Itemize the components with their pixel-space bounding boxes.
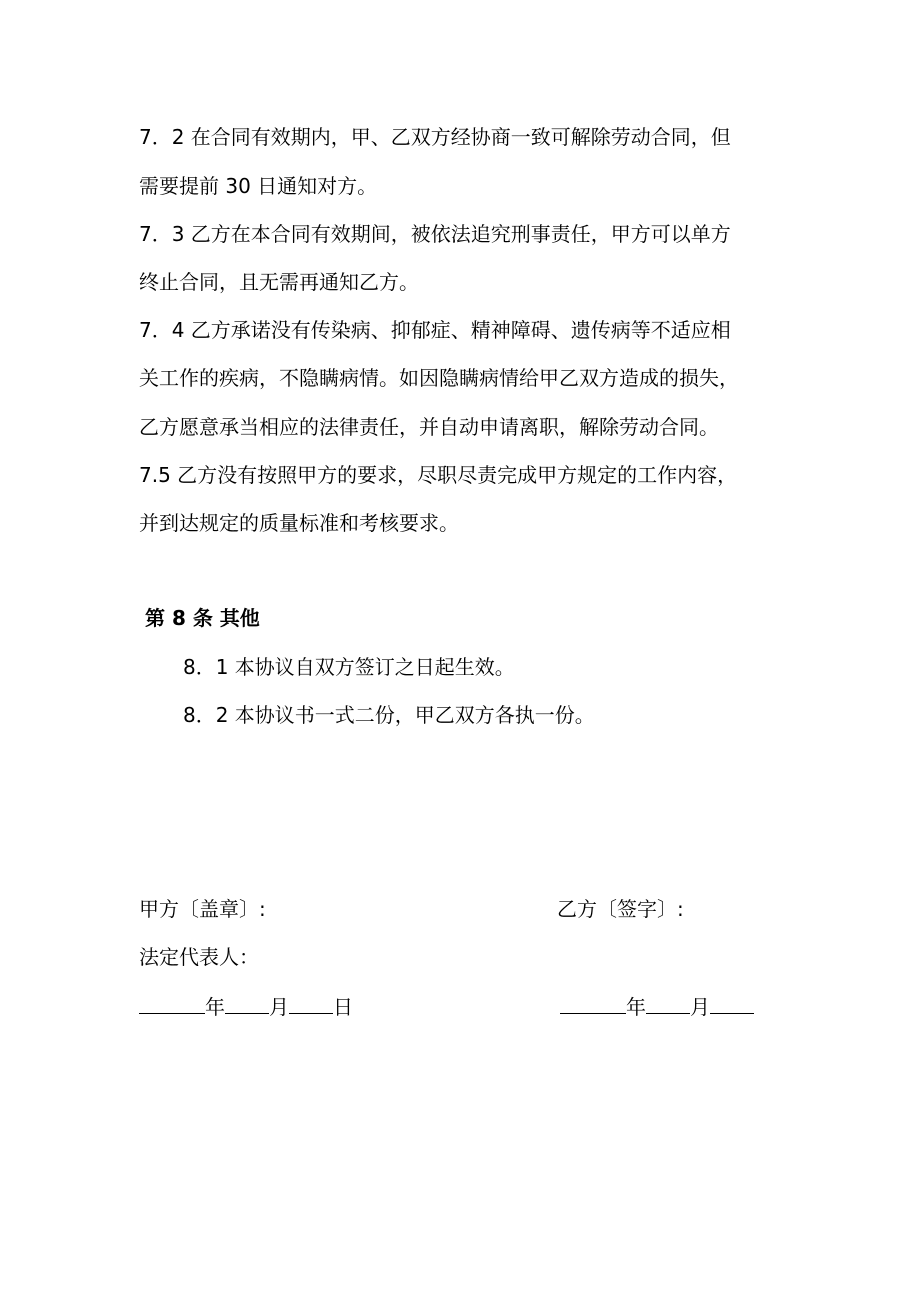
clause-7-4-line-3: 乙方愿意承当相应的法律责任，并自动申请离职，解除劳动合同。 — [139, 415, 719, 439]
clause-7-4-line-2: 关工作的疾病，不隐瞒病情。如因隐瞒病情给甲乙双方造成的损失， — [139, 366, 739, 390]
day-label: 日 — [333, 995, 353, 1019]
article-8-heading: 第 8 条 其他 — [145, 606, 260, 630]
clause-8-2: 8．2 本协议书一式二份，甲乙双方各执一份。 — [183, 703, 595, 727]
party-a-seal-label: 甲方〔盖章〕: — [139, 897, 266, 921]
party-a-date-line — [139, 993, 353, 1019]
month-label: 月 — [690, 995, 710, 1019]
year-blank — [560, 993, 626, 1014]
party-b-date-line — [560, 993, 754, 1019]
month-label: 月 — [269, 995, 289, 1019]
day-blank — [710, 993, 754, 1014]
clause-8-1: 8．1 本协议自双方签订之日起生效。 — [183, 655, 515, 679]
legal-representative-label: 法定代表人： — [139, 945, 259, 969]
month-blank — [646, 993, 690, 1014]
party-b-signature-label: 乙方〔签字〕: — [557, 897, 684, 921]
clause-7-2-line-2: 需要提前 30 日通知对方。 — [139, 174, 378, 198]
month-blank — [225, 993, 269, 1014]
day-blank — [289, 993, 333, 1014]
year-label: 年 — [205, 995, 225, 1019]
clause-7-3-line-2: 终止合同，且无需再通知乙方。 — [139, 270, 419, 294]
clause-7-5-line-2: 并到达规定的质量标准和考核要求。 — [139, 511, 459, 535]
year-blank — [139, 993, 205, 1014]
clause-7-4-line-1: 7．4 乙方承诺没有传染病、抑郁症、精神障碍、遗传病等不适应相 — [139, 318, 731, 342]
clause-7-5-line-1: 7.5 乙方没有按照甲方的要求，尽职尽责完成甲方规定的工作内容， — [139, 463, 738, 487]
year-label: 年 — [626, 995, 646, 1019]
clause-7-3-line-1: 7．3 乙方在本合同有效期间，被依法追究刑事责任，甲方可以单方 — [139, 222, 731, 246]
clause-7-2-line-1: 7．2 在合同有效期内，甲、乙双方经协商一致可解除劳动合同，但 — [139, 125, 731, 149]
